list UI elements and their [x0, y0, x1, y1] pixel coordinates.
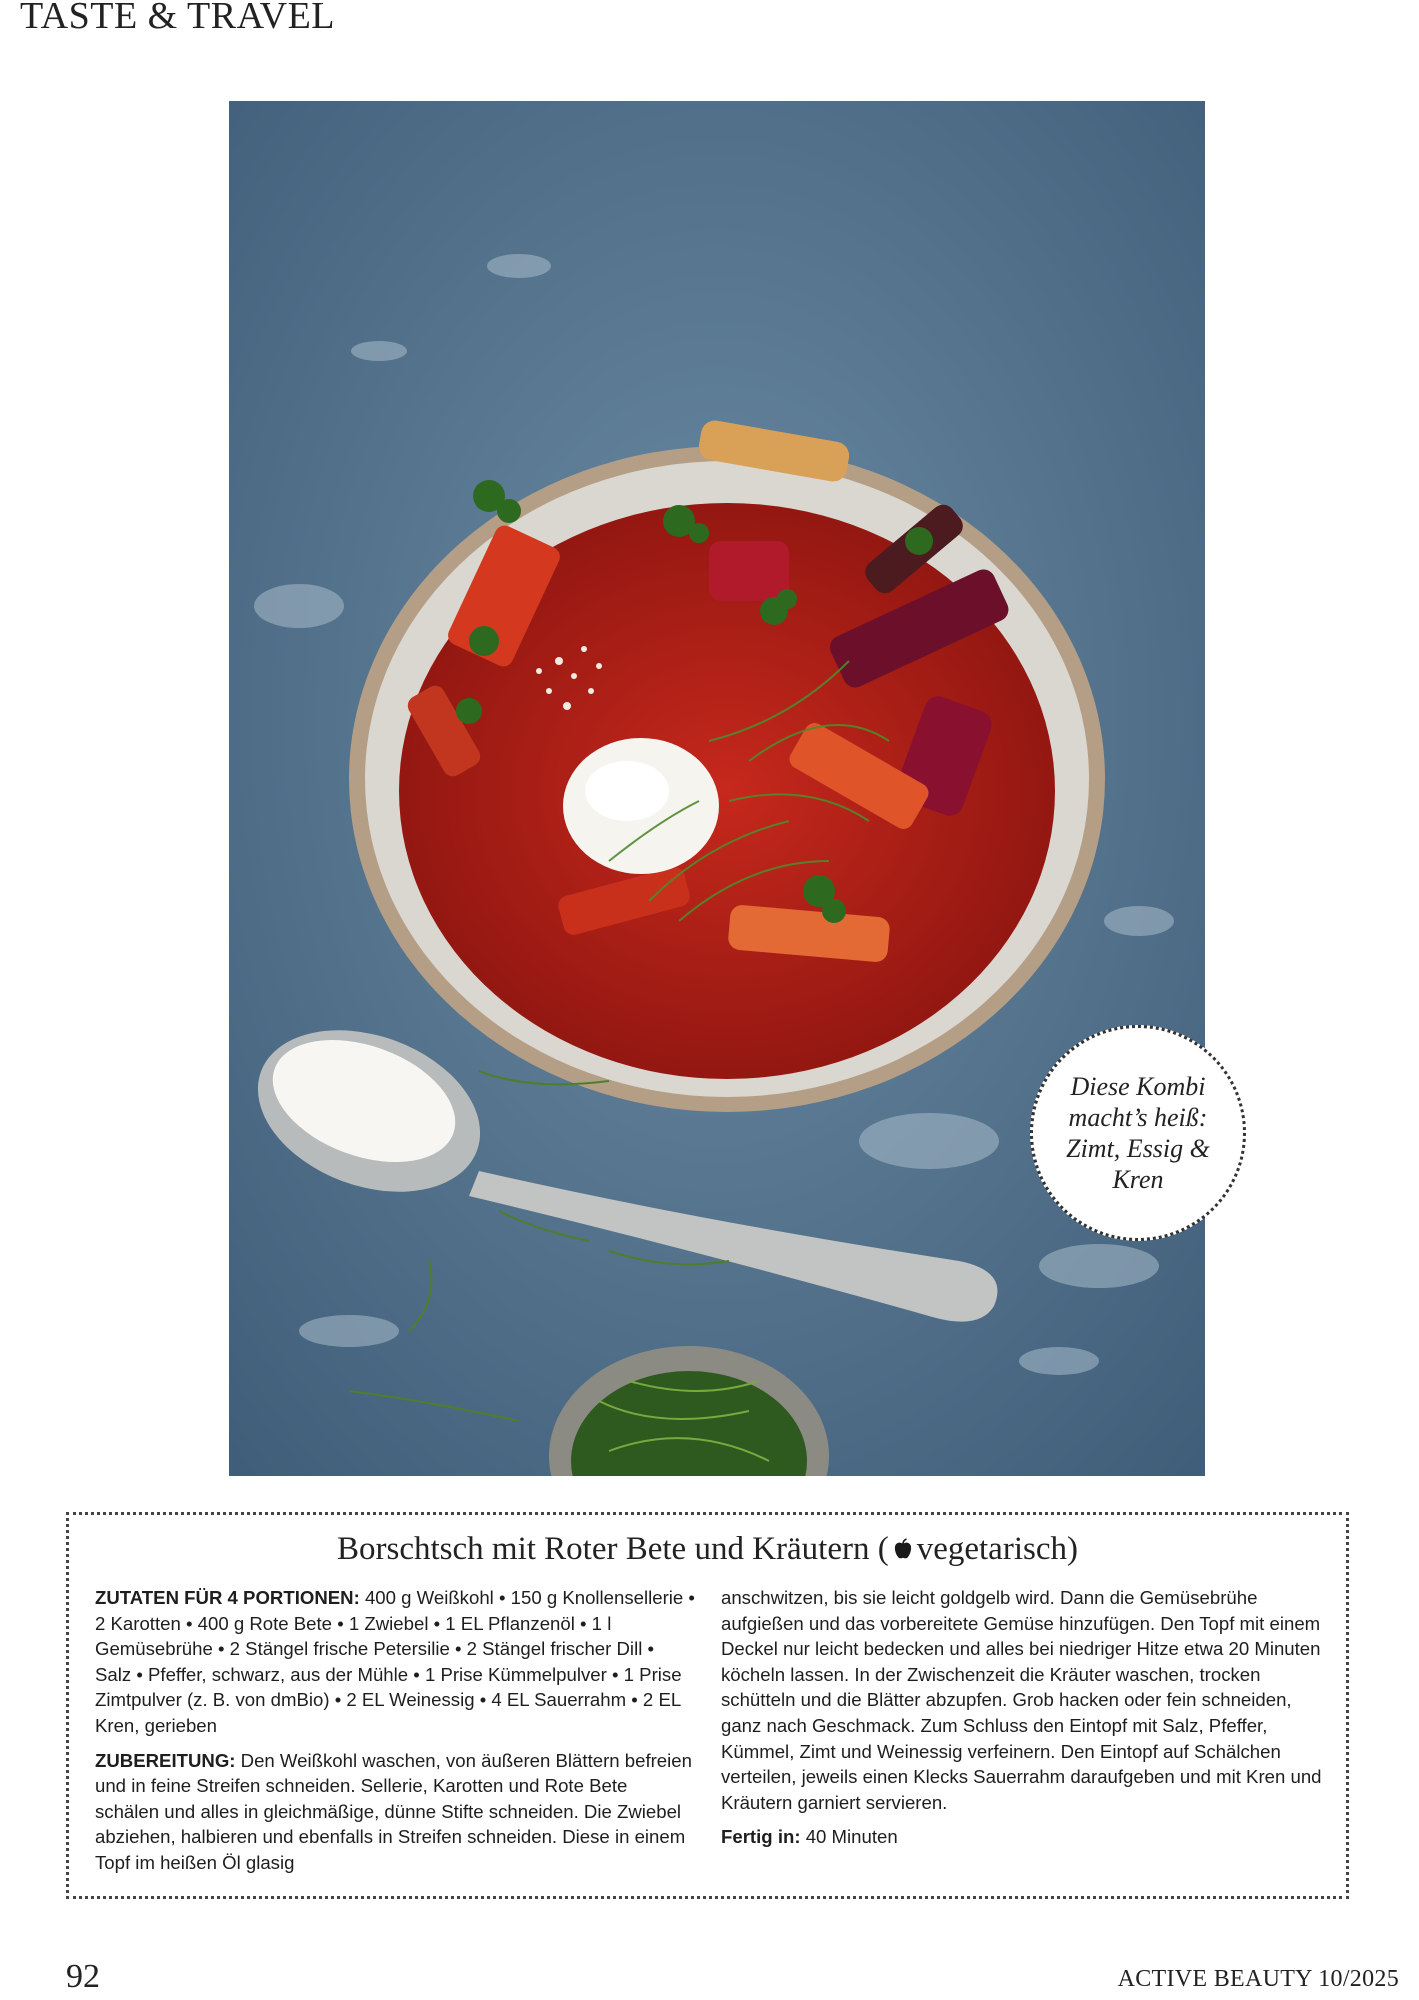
preparation-text-1: Den Weißkohl waschen, von äußeren Blättern befreien und in feine Streifen schneiden. Sellerie, Karotten und Rote Bete schälen und alles in gleichmäßige, dünne Stifte schneiden. Die Zwiebel abziehen, halbieren und ebenfalls in Streifen schneiden. Diese in einem Topf im heißen Öl glasig — [95, 1749, 692, 1873]
recipe-title-tag: vegetarisch) — [916, 1531, 1078, 1567]
recipe-right-column — [721, 1585, 1331, 1859]
recipe-title — [69, 1531, 1346, 1568]
magazine-footer: ACTIVE BEAUTY 10/2025 — [1117, 1966, 1399, 1992]
section-header: TASTE & TRAVEL — [20, 0, 336, 37]
recipe-title-main: Borschtsch mit Roter Bete und Kräutern ( — [337, 1531, 889, 1567]
ready-value: 40 Minuten — [800, 1826, 898, 1848]
badge-text: Diese Kombi macht’s heiß: Zimt, Essig & Kren — [1066, 1072, 1210, 1194]
apple-icon — [891, 1537, 915, 1561]
preparation-text-2: anschwitzen, bis sie leicht goldgelb wird. Dann die Gemüsebrühe aufgießen und das vorbereitete Gemüse hinzufügen. Den Topf mit einem Deckel nur leicht bedecken und alles bei niedriger Hitze etwa 20 Minuten köcheln lassen. In der Zwischenzeit die Kräuter waschen, trocken schütteln und die Blätter abzupfen. Grob hacken oder fein schneiden, ganz nach Geschmack. Zum Schluss den Eintopf mit Salz, Pfeffer, Kümmel, Zimt und Weinessig verfeinern. Den Eintopf auf Schälchen verteilen, jeweils einen Klecks Sauerrahm daraufgeben und mit Kren und Kräutern garniert servieren. — [721, 1587, 1322, 1813]
ingredients-label: ZUTATEN FÜR 4 PORTIONEN: — [95, 1587, 360, 1608]
recipe-left-column — [95, 1585, 695, 1885]
quote-badge — [1030, 1025, 1246, 1241]
page-number: 92 — [66, 1958, 100, 1995]
ready-time — [721, 1824, 1331, 1850]
ready-label: Fertig in: — [721, 1826, 801, 1848]
ingredients-text: 400 g Weißkohl • 150 g Knollensellerie • 2 Karotten • 400 g Rote Bete • 1 Zwiebel • 1 EL Pflanzenöl • 1 l Gemüsebrühe • 2 Stängel frische Petersilie • 2 Stängel frischer Dill • Salz • Pfeffer, schwarz, aus der Mühle • 1 Prise Kümmelpulver • 1 Prise Zimtpulver (z. B. von dmBio) • 2 EL Weinessig • 4 EL Sauerrahm • 2 EL Kren, gerieben — [95, 1587, 695, 1736]
ingredients-paragraph — [95, 1585, 695, 1739]
recipe-box — [66, 1512, 1349, 1899]
preparation-label: ZUBEREITUNG: — [95, 1749, 236, 1771]
borscht-photo — [229, 101, 1205, 1476]
preparation-paragraph — [95, 1748, 695, 1876]
